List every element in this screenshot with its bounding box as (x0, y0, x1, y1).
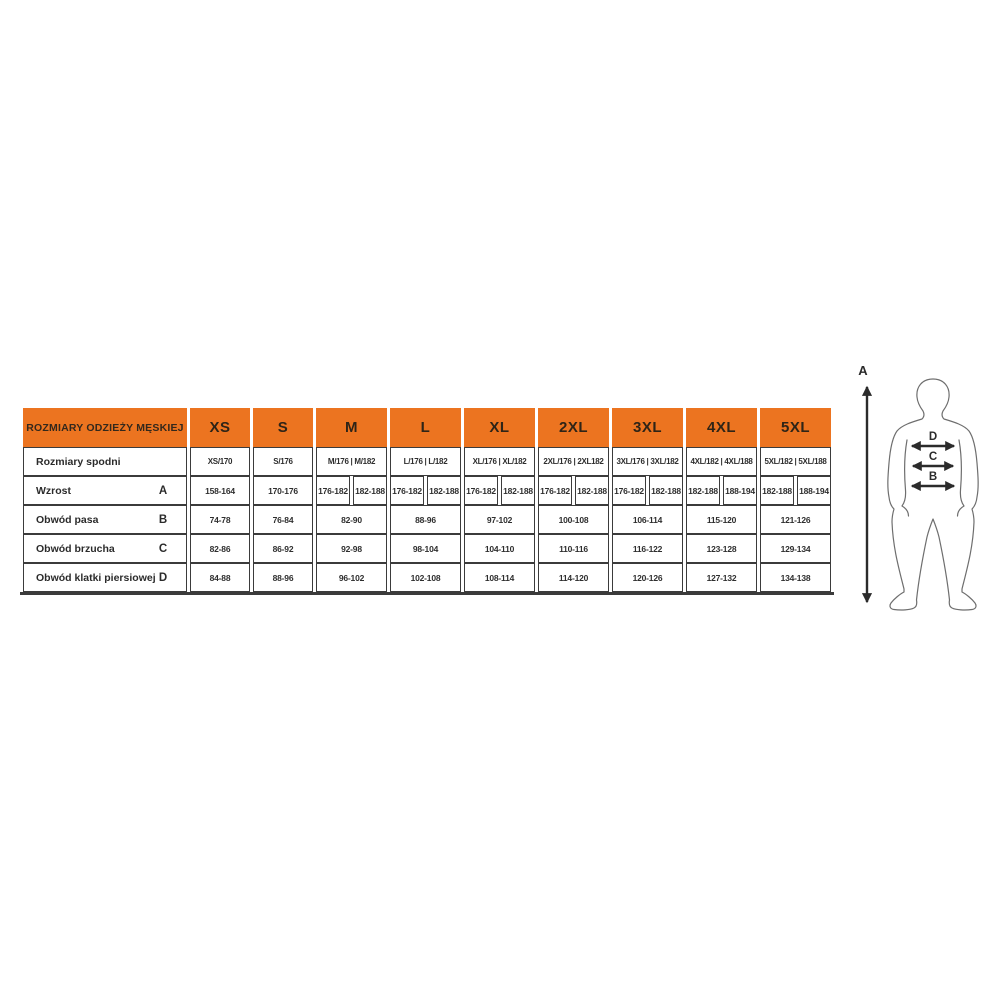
table-cell: 120-126 (612, 563, 683, 592)
size-header-s: S (253, 408, 313, 447)
table-cell: 2XL/176 | 2XL182 (538, 447, 609, 476)
table-row (23, 505, 831, 534)
table-cell: 88-96 (253, 563, 313, 592)
table-cell: 123-128 (686, 534, 757, 563)
table-cell: 121-126 (760, 505, 831, 534)
table-cell: 88-96 (390, 505, 461, 534)
table-cell: 176-182 (538, 476, 572, 505)
table-row (23, 476, 831, 505)
table-cell: 182-188 (686, 476, 720, 505)
size-header-l: L (390, 408, 461, 447)
table-cell: 182-188 (427, 476, 461, 505)
table-cell: 74-78 (190, 505, 250, 534)
table-cell: L/176 | L/182 (390, 447, 461, 476)
table-cell: XL/176 | XL/182 (464, 447, 535, 476)
table-row (23, 447, 831, 476)
size-header-4xl: 4XL (686, 408, 757, 447)
table-row (23, 534, 831, 563)
table-cell: 115-120 (686, 505, 757, 534)
row-measure-letter: C (158, 542, 167, 555)
table-cell: 182-188 (501, 476, 535, 505)
belly-arrow-label: C (928, 451, 938, 463)
table-cell: 104-110 (464, 534, 535, 563)
table-cell: 98-104 (390, 534, 461, 563)
row-measure-letter: A (158, 484, 167, 497)
size-header-xl: XL (464, 408, 535, 447)
table-cell: 4XL/182 | 4XL/188 (686, 447, 757, 476)
row-label (23, 534, 187, 563)
person-outline-figure (888, 379, 978, 610)
table-cell: 97-102 (464, 505, 535, 534)
size-table (20, 408, 834, 595)
table-cell: 182-188 (353, 476, 387, 505)
table-cell: 82-90 (316, 505, 387, 534)
table-cell: XS/170 (190, 447, 250, 476)
table-cell: 129-134 (760, 534, 831, 563)
row-label-text: Wzrost (36, 484, 71, 497)
table-cell: M/176 | M/182 (316, 447, 387, 476)
height-arrow (858, 363, 868, 602)
table-cell: 108-114 (464, 563, 535, 592)
row-label-text: Obwód klatki piersiowej (36, 571, 156, 584)
table-cell: 188-194 (723, 476, 757, 505)
table-cell: 182-188 (760, 476, 794, 505)
table-row (23, 563, 831, 592)
table-cell: 76-84 (253, 505, 313, 534)
table-cell: 86-92 (253, 534, 313, 563)
table-cell: 92-98 (316, 534, 387, 563)
table-cell: 170-176 (253, 476, 313, 505)
table-cell: 82-86 (190, 534, 250, 563)
row-label (23, 505, 187, 534)
row-label-text: Obwód pasa (36, 513, 99, 526)
row-label (23, 447, 187, 476)
table-cell: 176-182 (390, 476, 424, 505)
row-measure-letter: B (158, 513, 167, 526)
table-cell: 100-108 (538, 505, 609, 534)
chest-arrow-label: D (928, 431, 938, 443)
table-cell: 110-116 (538, 534, 609, 563)
table-cell: 134-138 (760, 563, 831, 592)
table-cell: 114-120 (538, 563, 609, 592)
table-cell: 176-182 (612, 476, 646, 505)
row-label-text: Rozmiary spodni (36, 455, 121, 468)
table-cell: 158-164 (190, 476, 250, 505)
measurement-figure (848, 356, 998, 618)
row-label (23, 476, 187, 505)
table-cell: 106-114 (612, 505, 683, 534)
size-table-container (20, 408, 834, 595)
table-cell: 96-102 (316, 563, 387, 592)
size-header-m: M (316, 408, 387, 447)
table-cell: 84-88 (190, 563, 250, 592)
table-cell: 127-132 (686, 563, 757, 592)
table-cell: 102-108 (390, 563, 461, 592)
size-header-5xl: 5XL (760, 408, 831, 447)
measurement-figure-svg (848, 356, 998, 618)
table-cell: 5XL/182 | 5XL/188 (760, 447, 831, 476)
table-cell: 3XL/176 | 3XL/182 (612, 447, 683, 476)
table-cell: 176-182 (316, 476, 350, 505)
size-header-2xl: 2XL (538, 408, 609, 447)
size-header-3xl: 3XL (612, 408, 683, 447)
height-arrow-label: A (858, 363, 868, 378)
waist-arrow-label: B (928, 471, 938, 483)
table-cell: 182-188 (575, 476, 609, 505)
row-label-text: Obwód brzucha (36, 542, 115, 555)
table-cell: 188-194 (797, 476, 831, 505)
table-cell: 182-188 (649, 476, 683, 505)
size-header-xs: XS (190, 408, 250, 447)
size-table-header-row (23, 408, 831, 447)
table-cell: 116-122 (612, 534, 683, 563)
table-cell: 176-182 (464, 476, 498, 505)
table-title: ROZMIARY ODZIEŻY MĘSKIEJ (23, 408, 187, 447)
row-label (23, 563, 187, 592)
table-cell: S/176 (253, 447, 313, 476)
row-measure-letter: D (158, 571, 167, 584)
